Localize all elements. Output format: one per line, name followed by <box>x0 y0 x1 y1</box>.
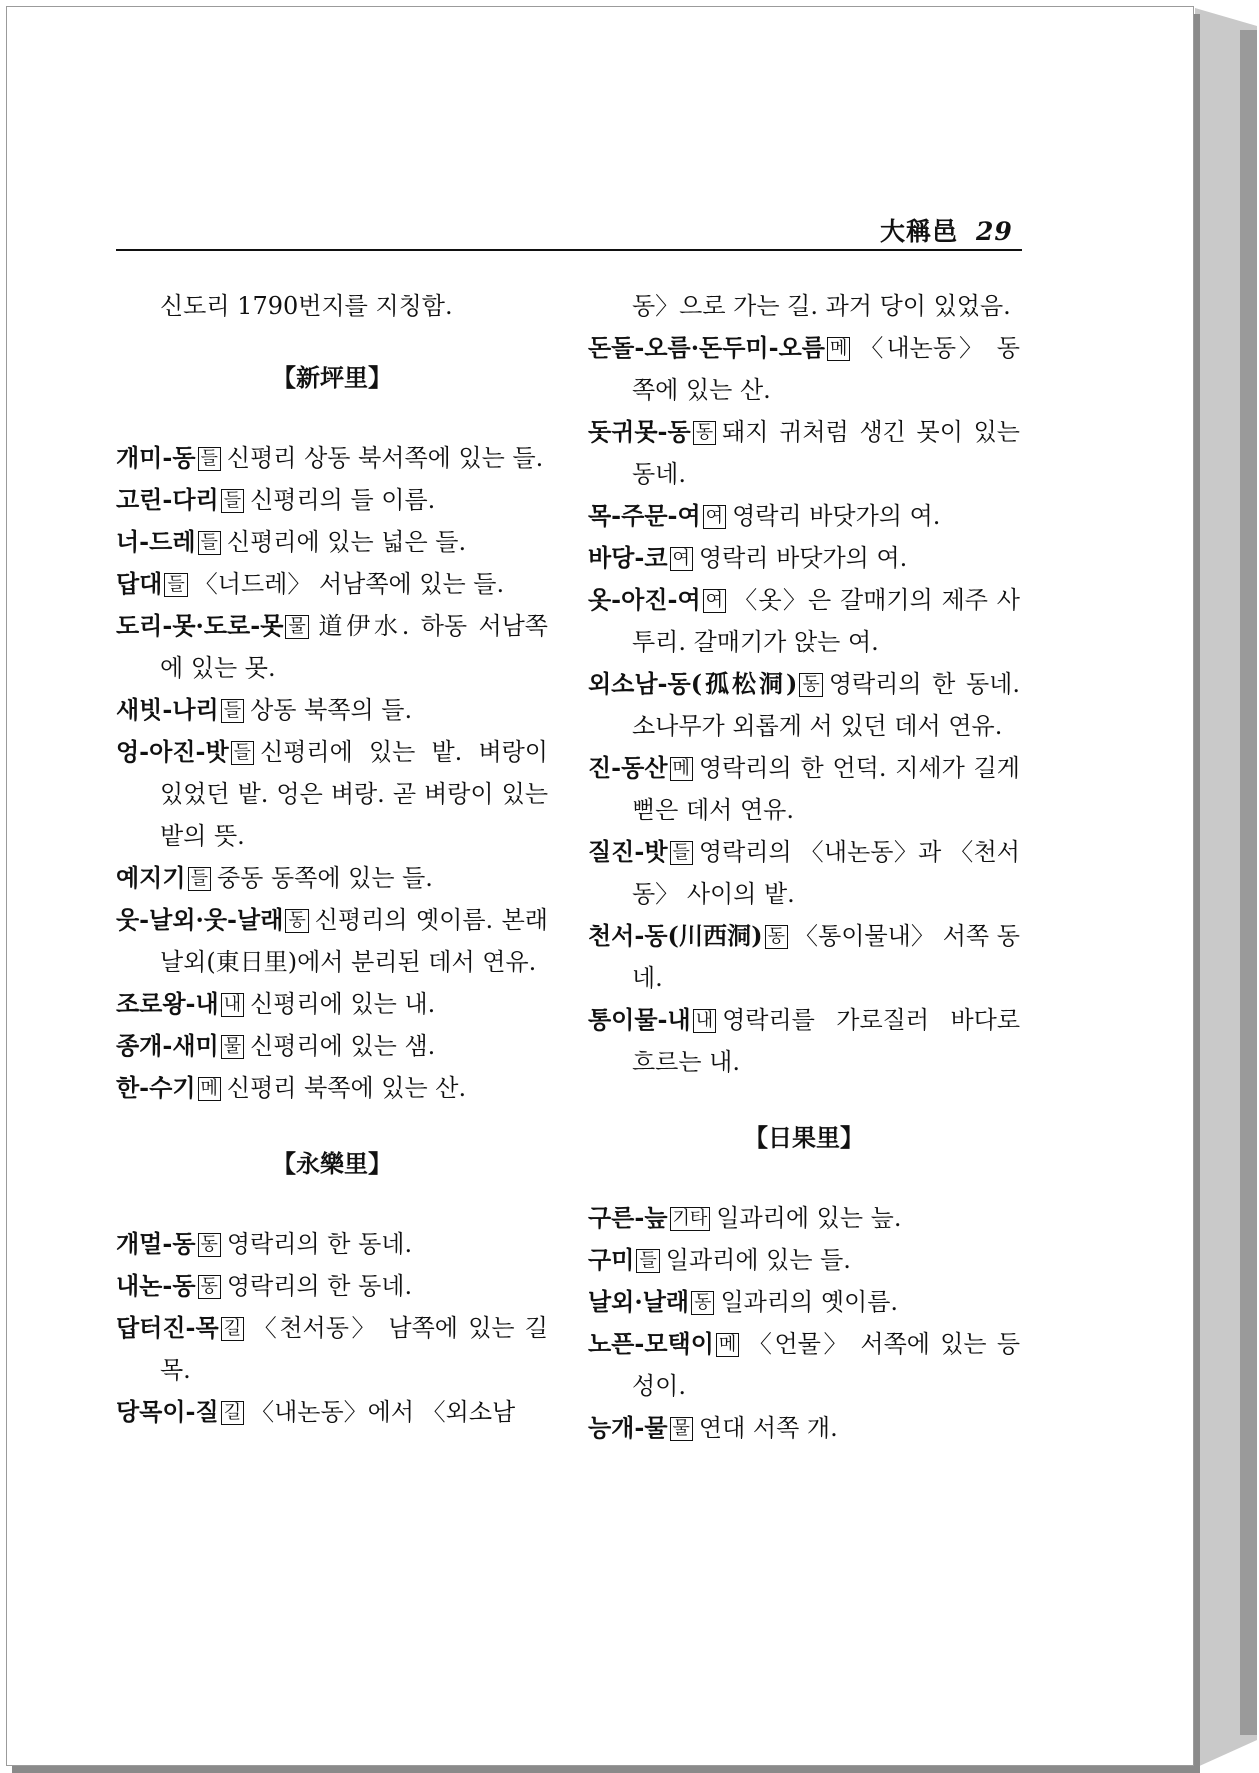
category-tag: 메 <box>670 757 693 781</box>
dictionary-entry <box>116 1307 548 1391</box>
dictionary-entry <box>588 537 1020 579</box>
dictionary-entry <box>116 1391 548 1433</box>
dictionary-entry <box>588 747 1020 831</box>
category-tag: 여 <box>703 505 726 529</box>
entry-definition: 〈천서동〉 남쪽에 있는 길목. <box>160 1314 548 1384</box>
entry-definition: 영락리의 〈내논동〉과 〈천서동〉 사이의 밭. <box>632 838 1020 908</box>
entry-headword: 웃-날외·웃-날래 <box>116 905 284 934</box>
dictionary-entry <box>116 1265 548 1307</box>
category-tag: 여 <box>670 547 693 571</box>
category-tag: 들 <box>636 1249 659 1273</box>
dictionary-entry <box>116 563 548 605</box>
entry-definition: 〈통이물내〉 서쪽 동네. <box>632 922 1020 992</box>
entry-headword: 고린-다리 <box>116 485 219 514</box>
entry-definition: 〈내논동〉 동쪽에 있는 산. <box>632 334 1020 404</box>
dictionary-entry <box>588 411 1020 495</box>
section-heading: 【新坪里】 <box>272 363 392 392</box>
category-tag: 들 <box>198 447 221 471</box>
category-tag: 기타 <box>670 1207 711 1231</box>
entry-definition: 道伊水. 하동 서남쪽에 있는 못. <box>160 612 548 682</box>
dictionary-entry <box>116 689 548 731</box>
entry-definition: 신평리의 옛이름. 본래 날외(東日里)에서 분리된 데서 연유. <box>160 906 548 976</box>
entry-headword: 돈돌-오름·돈두미-오름 <box>588 333 825 362</box>
left-column <box>116 285 548 1433</box>
dictionary-entry <box>116 1025 548 1067</box>
dictionary-entry <box>588 495 1020 537</box>
entry-headword: 종개-새미 <box>116 1031 219 1060</box>
section-heading: 【永樂里】 <box>272 1149 392 1178</box>
page-number: 29 <box>976 217 1013 246</box>
category-tag: 들 <box>188 867 211 891</box>
entry-definition: 일과리의 옛이름. <box>720 1288 899 1316</box>
entry-headword: 예지기 <box>116 863 186 892</box>
category-tag: 물 <box>285 615 308 639</box>
dictionary-entry <box>588 1239 1020 1281</box>
dictionary-entry <box>588 1197 1020 1239</box>
dictionary-entry <box>116 437 548 479</box>
continuation-text: 동〉으로 가는 길. 과거 당이 있었음. <box>632 292 1011 320</box>
entry-definition: 〈내논동〉에서 〈외소남 <box>250 1398 516 1426</box>
entry-definition: 〈언물〉 서쪽에 있는 등성이. <box>632 1330 1020 1400</box>
dictionary-entry <box>588 1281 1020 1323</box>
category-tag: 내 <box>221 993 244 1017</box>
entry-definition: 영락리 바닷가의 여. <box>732 502 941 530</box>
entry-headword: 개멀-동 <box>116 1229 196 1258</box>
entry-headword: 답터진-목 <box>116 1313 219 1342</box>
entry-headword: 당목이-질 <box>116 1397 219 1426</box>
entry-definition: 상동 북쪽의 들. <box>250 696 413 724</box>
category-tag: 동 <box>693 421 716 445</box>
dictionary-entry <box>588 831 1020 915</box>
entry-headword: 날외·날래 <box>588 1287 690 1316</box>
dictionary-entry <box>588 1323 1020 1407</box>
category-tag: 물 <box>221 1035 244 1059</box>
category-tag: 들 <box>198 531 221 555</box>
running-head <box>880 212 1013 248</box>
entry-definition: 〈너드레〉 서남쪽에 있는 들. <box>193 570 505 598</box>
category-tag: 물 <box>670 1417 693 1441</box>
category-tag: 들 <box>231 741 254 765</box>
entry-definition: 영락리의 한 언덕. 지세가 길게 뻗은 데서 연유. <box>632 754 1020 824</box>
category-tag: 길 <box>221 1317 244 1341</box>
entry-headword: 질진-밧 <box>588 837 668 866</box>
entry-headword: 능개-물 <box>588 1413 668 1442</box>
entry-definition: 영락리의 한 동네. 소나무가 외롭게 서 있던 데서 연유. <box>632 670 1020 740</box>
category-tag: 동 <box>799 673 822 697</box>
entry-headword: 진-동산 <box>588 753 668 782</box>
entry-headword: 새빗-나리 <box>116 695 219 724</box>
entry-headword: 목-주문-여 <box>588 501 701 530</box>
dictionary-entry <box>588 915 1020 999</box>
entry-definition: 〈옷〉은 갈매기의 제주 사투리. 갈매기가 앉는 여. <box>632 586 1020 656</box>
dictionary-entry <box>588 999 1020 1083</box>
category-tag: 여 <box>703 589 726 613</box>
category-tag: 동 <box>198 1275 221 1299</box>
dictionary-entry <box>588 663 1020 747</box>
entry-headword: 내논-동 <box>116 1271 196 1300</box>
dictionary-entry <box>116 521 548 563</box>
category-tag: 들 <box>164 573 187 597</box>
entry-definition: 신평리에 있는 샘. <box>250 1032 436 1060</box>
dictionary-entry <box>116 605 548 689</box>
entry-headword: 바당-코 <box>588 543 668 572</box>
entry-headword: 너-드레 <box>116 527 196 556</box>
entry-headword: 엉-아진-밧 <box>116 737 229 766</box>
entry-headword: 구미 <box>588 1245 635 1274</box>
entry-definition: 돼지 귀처럼 생긴 못이 있는 동네. <box>632 418 1020 488</box>
entry-definition: 신평리 상동 북서쪽에 있는 들. <box>226 444 544 472</box>
dictionary-entry <box>588 1407 1020 1449</box>
entry-headword: 개미-동 <box>116 443 196 472</box>
header-rule <box>116 249 1022 251</box>
running-head-title: 大稱邑 <box>880 217 959 246</box>
entry-definition: 신평리의 들 이름. <box>250 486 436 514</box>
paper-stack-shadow <box>1240 30 1257 1735</box>
right-column <box>588 285 1020 1449</box>
entry-headword: 구른-늪 <box>588 1203 668 1232</box>
entry-definition: 영락리의 한 동네. <box>226 1272 413 1300</box>
entry-headword: 조로왕-내 <box>116 989 219 1018</box>
entry-definition: 신평리에 있는 넓은 들. <box>226 528 467 556</box>
entry-definition: 신평리에 있는 밭. 벼랑이 있었던 밭. 엉은 벼랑. 곧 벼랑이 있는 밭의 뜻. <box>160 738 548 850</box>
category-tag: 길 <box>221 1401 244 1425</box>
entry-definition: 영락리 바닷가의 여. <box>698 544 908 572</box>
entry-definition: 일과리에 있는 들. <box>665 1246 851 1274</box>
entry-definition: 일과리에 있는 늪. <box>716 1204 902 1232</box>
category-tag: 들 <box>221 489 244 513</box>
entry-headword: 노픈-모택이 <box>588 1329 714 1358</box>
dictionary-entry <box>116 1223 548 1265</box>
entry-definition: 영락리의 한 동네. <box>226 1230 413 1258</box>
dictionary-entry <box>116 731 548 857</box>
category-tag: 메 <box>198 1077 221 1101</box>
entry-headword: 통이물-내 <box>588 1005 691 1034</box>
entry-definition: 중동 동쪽에 있는 들. <box>216 864 433 892</box>
category-tag: 들 <box>670 841 693 865</box>
entry-headword: 돗귀못-동 <box>588 417 691 446</box>
entry-definition: 신평리 북쪽에 있는 산. <box>226 1074 467 1102</box>
entry-definition: 영락리를 가로질러 바다로 흐르는 내. <box>632 1006 1020 1076</box>
category-tag: 메 <box>827 337 850 361</box>
dictionary-entry <box>116 479 548 521</box>
category-tag: 내 <box>693 1009 716 1033</box>
dictionary-entry <box>116 899 548 983</box>
dictionary-entry <box>116 1067 548 1109</box>
entry-headword: 답대 <box>116 569 163 598</box>
section-heading: 【日果里】 <box>744 1123 864 1152</box>
entry-headword: 옷-아진-여 <box>588 585 701 614</box>
dictionary-entry <box>116 857 548 899</box>
entry-definition: 신평리에 있는 내. <box>250 990 436 1018</box>
category-tag: 동 <box>198 1233 221 1257</box>
category-tag: 동 <box>691 1291 714 1315</box>
entry-headword: 외소남-동(孤松洞) <box>588 669 798 698</box>
category-tag: 동 <box>765 925 788 949</box>
category-tag: 들 <box>221 699 244 723</box>
entry-headword: 천서-동(川西洞) <box>588 921 763 950</box>
intro-line: 신도리 1790번지를 지칭함. <box>160 292 453 320</box>
entry-headword: 도리-못·도로-못 <box>116 611 284 640</box>
entry-definition: 연대 서쪽 개. <box>698 1414 838 1442</box>
dictionary-entry <box>588 327 1020 411</box>
dictionary-entry <box>116 983 548 1025</box>
dictionary-entry <box>588 579 1020 663</box>
category-tag: 동 <box>285 909 308 933</box>
category-tag: 메 <box>716 1333 739 1357</box>
entry-headword: 한-수기 <box>116 1073 196 1102</box>
